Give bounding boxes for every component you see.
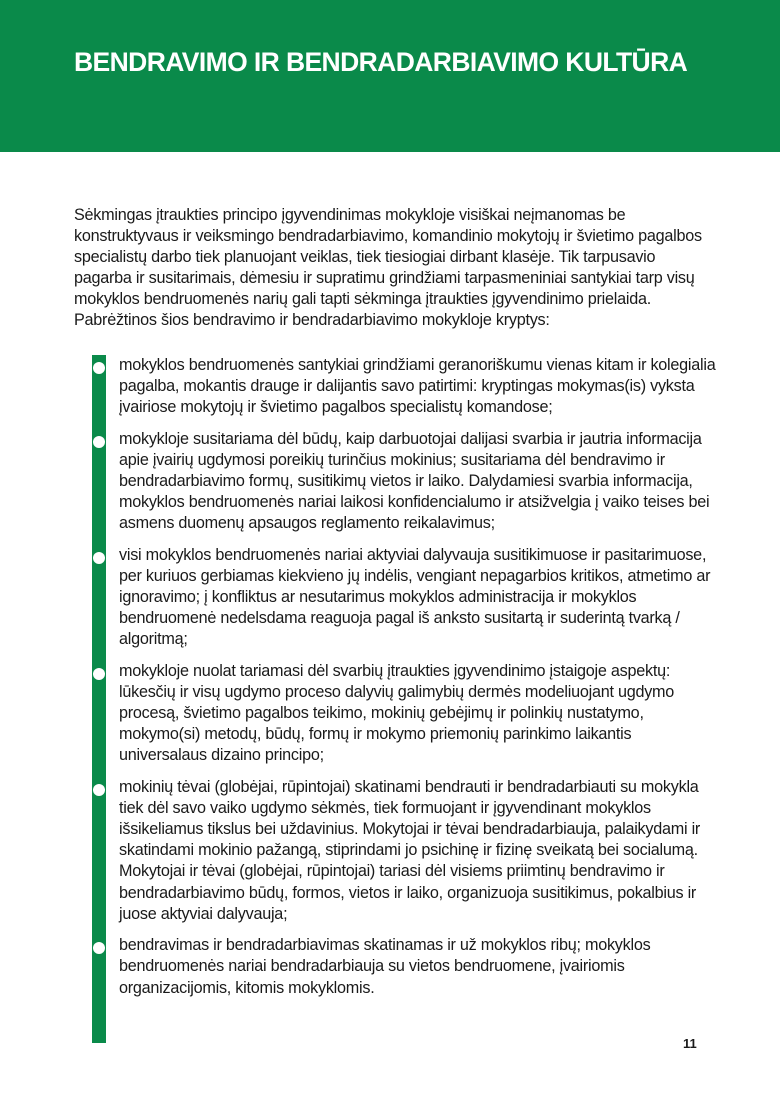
list-item bbox=[0, 661, 780, 766]
list-item-text: mokykloje nuolat tariamasi dėl svarbių įtraukties įgyvendinimo įstaigoje aspektų: lūkesčių ir visų ugdymo proceso dalyvių galimybių dermės modeliuojant ugdymo procesą, švietimo pagalbos teikimo, mokinių gebėjimų ir polinkių nustatymo, mokymo(si) metodų, būdų, formų ir mokymo priemonių parinkimo laikantis universalaus dizaino principo; bbox=[119, 662, 675, 765]
page-number: 11 bbox=[683, 1036, 697, 1051]
bullet-dot-icon bbox=[93, 942, 105, 954]
list-item-text: visi mokyklos bendruomenės nariai aktyviai dalyvauja susitikimuose ir pasitarimuose, per kuriuos gerbiamas kiekvieno jų indėlis, vengiant nepagarbios kritikos, atmetimo ar ignoravimo; į konfliktus ar nesutarimus mokyklos administracija ir mokyklos bendruomenė nedelsdama reaguoja pagal iš anksto susitartą ir suderintą tvarką / algoritmą; bbox=[119, 545, 711, 649]
list-item bbox=[0, 545, 780, 650]
page-title: BENDRAVIMO IR BENDRADARBIAVIMO KULTŪRA bbox=[74, 47, 688, 77]
list-item-text: bendravimas ir bendradarbiavimas skatinamas ir už mokyklos ribų; mokyklos bendruomenės nariai bendradarbiauja su vietos bendruomene, įvairiomis organizacijomis, kitomis mokyklomis. bbox=[119, 936, 651, 997]
intro-paragraph: Sėkmingas įtraukties principo įgyvendinimas mokykloje visiškai neįmanomas be konstruktyvaus ir veiksmingo bendradarbiavimo, komandinio mokytojų ir švietimo pagalbos specialistų darbo tiek planuojant veiklas, tiek tiesiogiai dirbant klasėje. Tik tarpusavio pagarba ir susitarimais, dėmesiu ir supratimu grindžiami tarpasmeniniai santykiai tarp visų mokyklos bendruomenės narių gali tapti sėkminga įtraukties įgyvendinimo prielaida. Pabrėžtinos šios bendravimo ir bendradarbiavimo mokykloje kryptys: bbox=[74, 206, 702, 330]
list-item bbox=[0, 935, 780, 998]
bullet-list bbox=[0, 355, 780, 1009]
list-item-text: mokykloje susitariama dėl būdų, kaip darbuotojai dalijasi svarbia ir jautria informacija apie įvairių ugdymosi poreikių turinčius mokinius; susitariama dėl bendravimo ir bendradarbiavimo formų, susitikimų vietos ir laiko. Dalydamiesi svarbia informacija, mokyklos bendruomenės nariai laikosi konfidencialumo ir atsižvelgia į vaiko teises bei asmens duomenų apsaugos reglamento reikalavimus; bbox=[119, 429, 710, 533]
bullet-dot-icon bbox=[93, 436, 105, 448]
list-item-text: mokyklos bendruomenės santykiai grindžiami geranoriškumu vienas kitam ir kolegialia pagalba, mokantis drauge ir dalijantis savo patirtimi: kryptingas mokymas(is) vyksta įvairiose mokytojų ir švietimo pagalbos specialistų komandose; bbox=[119, 356, 716, 417]
bullet-dot-icon bbox=[93, 552, 105, 564]
list-item bbox=[0, 355, 780, 418]
list-item bbox=[0, 777, 780, 925]
bullet-dot-icon bbox=[93, 784, 105, 796]
list-item-text: mokinių tėvai (globėjai, rūpintojai) skatinami bendrauti ir bendradarbiauti su mokykla tiek dėl savo vaiko ugdymo sėkmės, tiek formuojant ir įgyvendinant mokyklos išsikeliamus tikslus bei uždavinius. Mokytojai ir tėvai bendradarbiauja, palaikydami ir skatindami mokinio pažangą, stiprindami jo psichinę ir fizinę sveikatą bei socialumą. Mokytojai ir tėvai (globėjai, rūpintojai) tariasi dėl visiems priimtinų bendravimo ir bendradarbiavimo būdų, formos, vietos ir laiko, organizuoja susitikimus, pokalbius ir juose aktyviai dalyvauja; bbox=[119, 778, 701, 923]
list-item bbox=[0, 429, 780, 534]
bullet-dot-icon bbox=[93, 668, 105, 680]
bullet-dot-icon bbox=[93, 362, 105, 374]
